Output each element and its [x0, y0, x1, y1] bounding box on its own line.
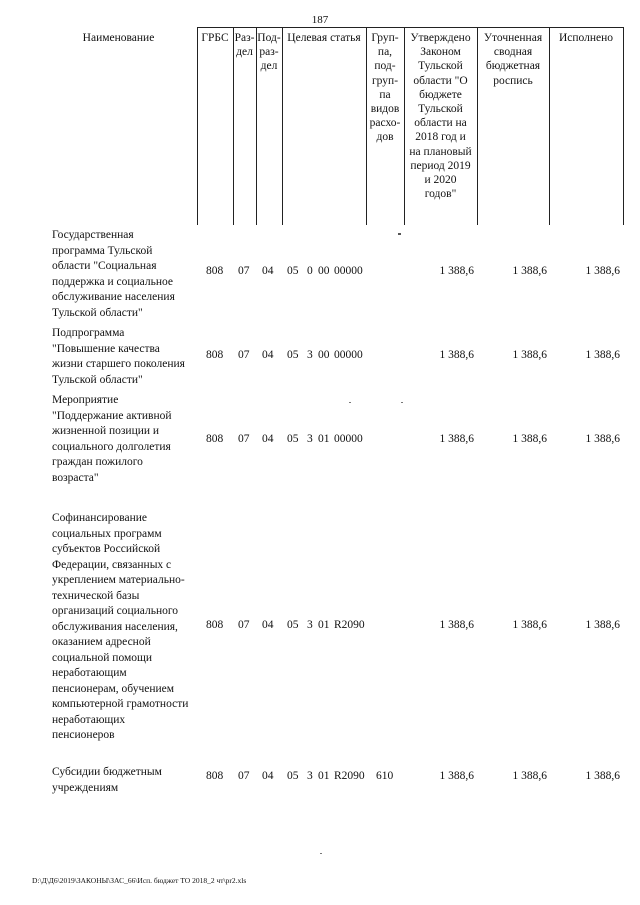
target-code-subprogram: 3: [307, 619, 313, 631]
target-code-event: 01: [318, 619, 330, 631]
refined-cell: 1 388,6: [512, 265, 547, 277]
page-number: 187: [311, 14, 329, 26]
target-code-event: 00: [318, 349, 330, 361]
row-name-line: возраста": [52, 471, 99, 484]
executed-cell: 1 388,6: [585, 349, 620, 361]
header-line: видов: [370, 103, 400, 116]
row-name-line: технической базы: [52, 589, 140, 602]
header-line: дел: [260, 60, 278, 73]
target-code-program: 05: [287, 433, 299, 445]
group-cell: 610: [376, 770, 394, 782]
header-grbs: ГРБС: [201, 32, 229, 44]
row-name-line: Подпрограмма: [52, 327, 125, 339]
header-line: области "О: [413, 74, 468, 87]
header-target: Целевая статья: [287, 32, 361, 44]
header-podrazdel: [256, 31, 282, 74]
podrazdel-cell: 04: [262, 433, 274, 445]
row-name-line: жизненной позиции и: [52, 425, 160, 437]
header-line: сводная: [493, 46, 533, 59]
row-name-line: программа Тульской: [52, 244, 153, 257]
razdel-cell: 07: [238, 770, 250, 782]
podrazdel-cell: 04: [262, 619, 274, 631]
row-name-line: Мероприятие: [52, 394, 119, 406]
approved-cell: 1 388,6: [439, 349, 474, 361]
header-divider: [197, 27, 198, 225]
scan-mark: [401, 402, 403, 403]
target-code-direction: 00000: [334, 433, 363, 445]
header-line: па: [379, 88, 391, 101]
approved-cell: 1 388,6: [439, 265, 474, 277]
grbs-cell: 808: [206, 433, 224, 445]
header-line: па,: [377, 46, 393, 59]
header-name: Наименование: [82, 32, 155, 44]
scan-mark: [398, 233, 401, 235]
target-code-direction: R2090: [334, 619, 365, 631]
executed-cell: 1 388,6: [585, 265, 620, 277]
row-name-line: укреплением материально-: [52, 574, 185, 586]
header-line: Утверждено: [410, 32, 471, 44]
row-name-line: оказанием адресной: [52, 636, 151, 648]
razdel-cell: 07: [238, 265, 250, 277]
row-name: [52, 326, 200, 388]
row-name-line: неработающим: [52, 667, 127, 679]
grbs-cell: 808: [206, 265, 224, 277]
target-code-event: 01: [318, 433, 330, 445]
target-code-subprogram: 3: [307, 770, 313, 782]
header-line: под-: [374, 60, 396, 73]
row-name-line: области "Социальная: [52, 260, 157, 272]
approved-cell: 1 388,6: [439, 619, 474, 631]
header-line: дов: [376, 131, 394, 144]
row-name-line: социальной помощи: [52, 651, 153, 664]
podrazdel-cell: 04: [262, 265, 274, 277]
grbs-cell: 808: [206, 770, 224, 782]
row-name-line: пенсионеров: [52, 729, 115, 741]
header-razdel: [233, 31, 256, 59]
row-name-line: социального долголетия: [52, 440, 171, 453]
approved-cell: 1 388,6: [439, 433, 474, 445]
row-name-line: Софинансирование: [52, 512, 147, 524]
row-name-line: учреждениям: [52, 781, 119, 794]
header-group: [366, 31, 404, 145]
row-name-line: "Поддержание активной: [52, 409, 172, 422]
header-line: 2018 год и: [415, 131, 466, 144]
header-approved: [404, 31, 477, 201]
scan-mark: [320, 853, 322, 854]
razdel-cell: 07: [238, 349, 250, 361]
header-line: период 2019: [410, 159, 471, 172]
executed-cell: 1 388,6: [585, 433, 620, 445]
row-name-line: жизни старшего поколения: [52, 358, 185, 370]
refined-cell: 1 388,6: [512, 770, 547, 782]
row-name-line: Тульской области": [52, 306, 143, 319]
row-name: [52, 228, 200, 321]
row-name-line: обслуживание населения: [52, 291, 175, 303]
row-name: [52, 765, 200, 796]
header-line: годов": [424, 188, 457, 201]
executed-cell: 1 388,6: [585, 619, 620, 631]
header-line: на плановый: [409, 145, 472, 158]
row-name: [52, 511, 200, 744]
target-code-subprogram: 3: [307, 433, 313, 445]
row-name-line: неработающих: [52, 713, 126, 726]
header-line: и 2020: [424, 174, 457, 187]
row-name-line: Федерации, связанных с: [52, 558, 172, 571]
row-name-line: Субсидии бюджетным: [52, 766, 162, 778]
header-divider: [623, 27, 624, 225]
target-code-subprogram: 0: [307, 265, 313, 277]
header-line: расхо-: [369, 117, 401, 130]
header-refined: [477, 31, 549, 88]
grbs-cell: 808: [206, 349, 224, 361]
row-name-line: поддержка и социальное: [52, 275, 173, 288]
row-name-line: граждан пожилого: [52, 456, 143, 468]
header-line: Тульской: [418, 60, 463, 73]
target-code-program: 05: [287, 619, 299, 631]
executed-cell: 1 388,6: [585, 770, 620, 782]
row-name-line: Государственная: [52, 229, 134, 241]
header-line: роспись: [493, 74, 533, 87]
scan-mark: [349, 402, 351, 403]
target-code-direction: 00000: [334, 349, 363, 361]
header-divider: [549, 27, 550, 225]
header-line: бюджетная: [485, 60, 541, 73]
row-name-line: "Повышение качества: [52, 342, 160, 355]
row-name: [52, 393, 200, 486]
approved-cell: 1 388,6: [439, 770, 474, 782]
header-line: бюджете: [419, 88, 462, 101]
header-line: области на: [414, 117, 467, 130]
target-code-direction: 00000: [334, 265, 363, 277]
row-name-line: субъектов Российской: [52, 543, 161, 555]
target-code-program: 05: [287, 770, 299, 782]
header-line: дел: [236, 46, 253, 59]
header-line: Раз-: [234, 32, 255, 44]
footer-file-path: D:\Д\Д6\2019\ЗАКОНЫ\ЗАС_66\Исп. бюджет ТО 2018_2 чт\pr2.xls: [32, 876, 247, 885]
header-line: Законом: [420, 46, 461, 59]
row-name-line: социальных программ: [52, 527, 162, 540]
header-line: груп-: [371, 74, 399, 87]
target-code-event: 00: [318, 265, 330, 277]
target-code-event: 01: [318, 770, 330, 782]
row-name-line: обслуживания населения,: [52, 620, 178, 633]
header-line: Тульской: [418, 103, 463, 116]
row-name-line: пенсионерам, обучением: [52, 682, 175, 695]
row-name-line: организаций социального: [52, 605, 179, 617]
refined-cell: 1 388,6: [512, 349, 547, 361]
refined-cell: 1 388,6: [512, 619, 547, 631]
target-code-program: 05: [287, 349, 299, 361]
header-divider: [282, 27, 283, 225]
header-line: Уточненная: [483, 32, 543, 44]
target-code-direction: R2090: [334, 770, 365, 782]
target-code-program: 05: [287, 265, 299, 277]
row-name-line: компьютерной грамотности: [52, 698, 189, 710]
podrazdel-cell: 04: [262, 770, 274, 782]
grbs-cell: 808: [206, 619, 224, 631]
header-line: раз-: [259, 46, 279, 59]
refined-cell: 1 388,6: [512, 433, 547, 445]
razdel-cell: 07: [238, 619, 250, 631]
header-line: Под-: [257, 32, 281, 44]
razdel-cell: 07: [238, 433, 250, 445]
podrazdel-cell: 04: [262, 349, 274, 361]
header-executed: Исполнено: [558, 32, 614, 44]
target-code-subprogram: 3: [307, 349, 313, 361]
row-name-line: Тульской области": [52, 373, 143, 386]
header-line: Груп-: [371, 32, 399, 44]
